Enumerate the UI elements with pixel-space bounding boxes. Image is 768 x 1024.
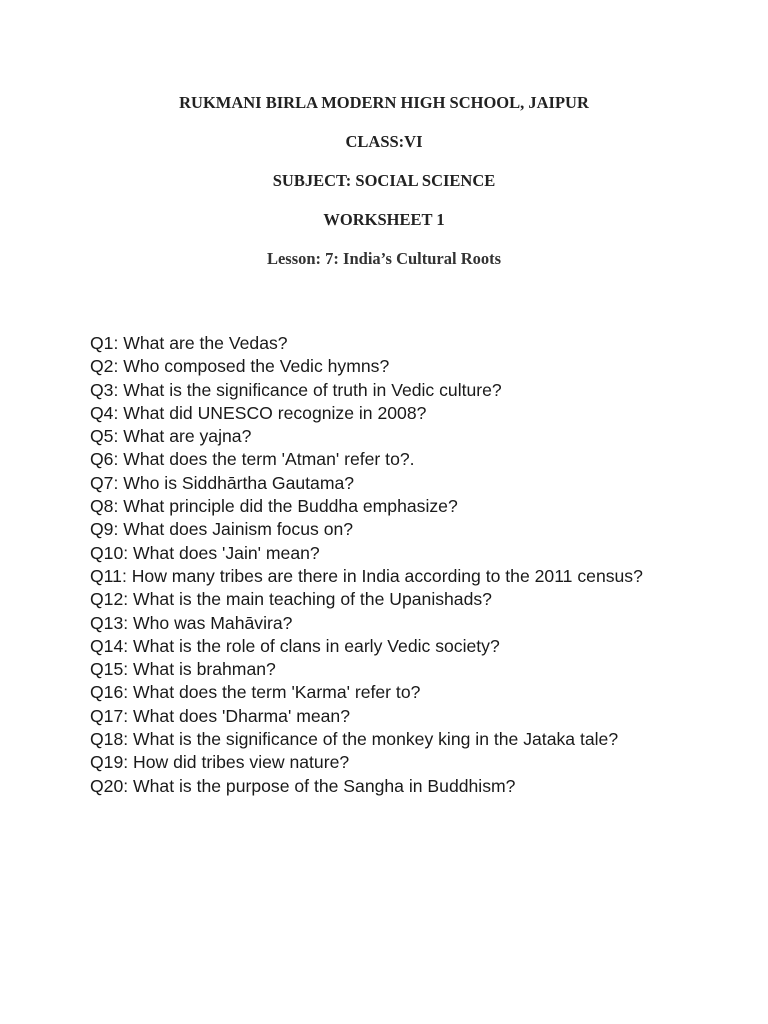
- question-item: Q2: Who composed the Vedic hymns?: [90, 356, 390, 377]
- question-item: Q11: How many tribes are there in India according to the 2011 census?: [90, 565, 643, 586]
- question-item: Q9: What does Jainism focus on?: [90, 519, 354, 540]
- question-item: Q13: Who was Mahāvira?: [90, 612, 293, 633]
- question-item: Q3: What is the significance of truth in Vedic culture?: [90, 379, 502, 400]
- question-list: [90, 332, 660, 798]
- question-item: Q20: What is the purpose of the Sangha in Buddhism?: [90, 775, 516, 796]
- question-item: Q7: Who is Siddhārtha Gautama?: [90, 472, 355, 493]
- question-item: Q18: What is the significance of the monkey king in the Jataka tale?: [90, 729, 619, 750]
- question-item: Q5: What are yajna?: [90, 426, 252, 447]
- question-item: Q17: What does 'Dharma' mean?: [90, 705, 350, 726]
- worksheet-header: [0, 92, 768, 287]
- question-item: Q8: What principle did the Buddha emphasize?: [90, 496, 458, 517]
- lesson-title: Lesson: 7: India’s Cultural Roots: [266, 249, 502, 268]
- question-item: Q6: What does the term 'Atman' refer to?.: [90, 449, 415, 470]
- question-item: Q19: How did tribes view nature?: [90, 752, 350, 773]
- school-name: RUKMANI BIRLA MODERN HIGH SCHOOL, JAIPUR: [179, 93, 589, 112]
- class-label: CLASS:VI: [345, 132, 423, 151]
- question-item: Q16: What does the term 'Karma' refer to?: [90, 682, 421, 703]
- question-item: Q10: What does 'Jain' mean?: [90, 542, 320, 563]
- question-item: Q15: What is brahman?: [90, 659, 276, 680]
- question-item: Q1: What are the Vedas?: [90, 333, 288, 353]
- question-item: Q12: What is the main teaching of the Upanishads?: [90, 589, 492, 610]
- question-item: Q4: What did UNESCO recognize in 2008?: [90, 402, 427, 423]
- question-item: Q14: What is the role of clans in early Vedic society?: [90, 635, 500, 656]
- subject-label: SUBJECT: SOCIAL SCIENCE: [272, 171, 496, 190]
- worksheet-title: WORKSHEET 1: [323, 210, 445, 229]
